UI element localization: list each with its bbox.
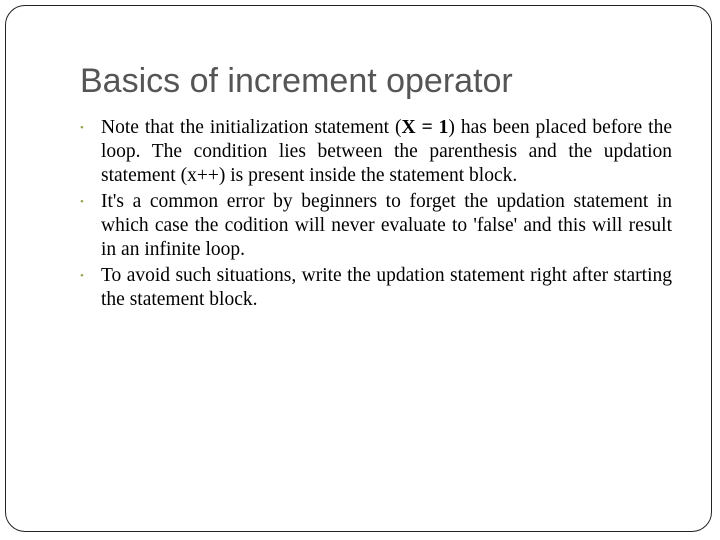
bullet-item xyxy=(80,116,672,188)
bullet-list xyxy=(80,116,672,314)
bullet-text: It's a common error by beginners to forget the updation statement in which case the codition will never evaluate to 'false' and this will result in an infinite loop. xyxy=(101,191,672,260)
bullet-marker-icon: • xyxy=(80,196,84,208)
bullet-marker-icon: • xyxy=(80,122,84,134)
bullet-text-pre: Note that the initialization statement ( xyxy=(101,117,402,138)
bullet-text: To avoid such situations, write the updation statement right after starting the statement block. xyxy=(101,265,672,310)
bullet-text-post: ) has been placed before the loop. The condition lies between the parenthesis and the updation statement (x++) is present inside the statement block. xyxy=(101,117,672,186)
bullet-code: X = 1 xyxy=(401,117,449,138)
slide-title: Basics of increment operator xyxy=(80,62,513,100)
bullet-item xyxy=(80,264,672,312)
bullet-item xyxy=(80,190,672,262)
bullet-marker-icon: • xyxy=(80,270,84,282)
